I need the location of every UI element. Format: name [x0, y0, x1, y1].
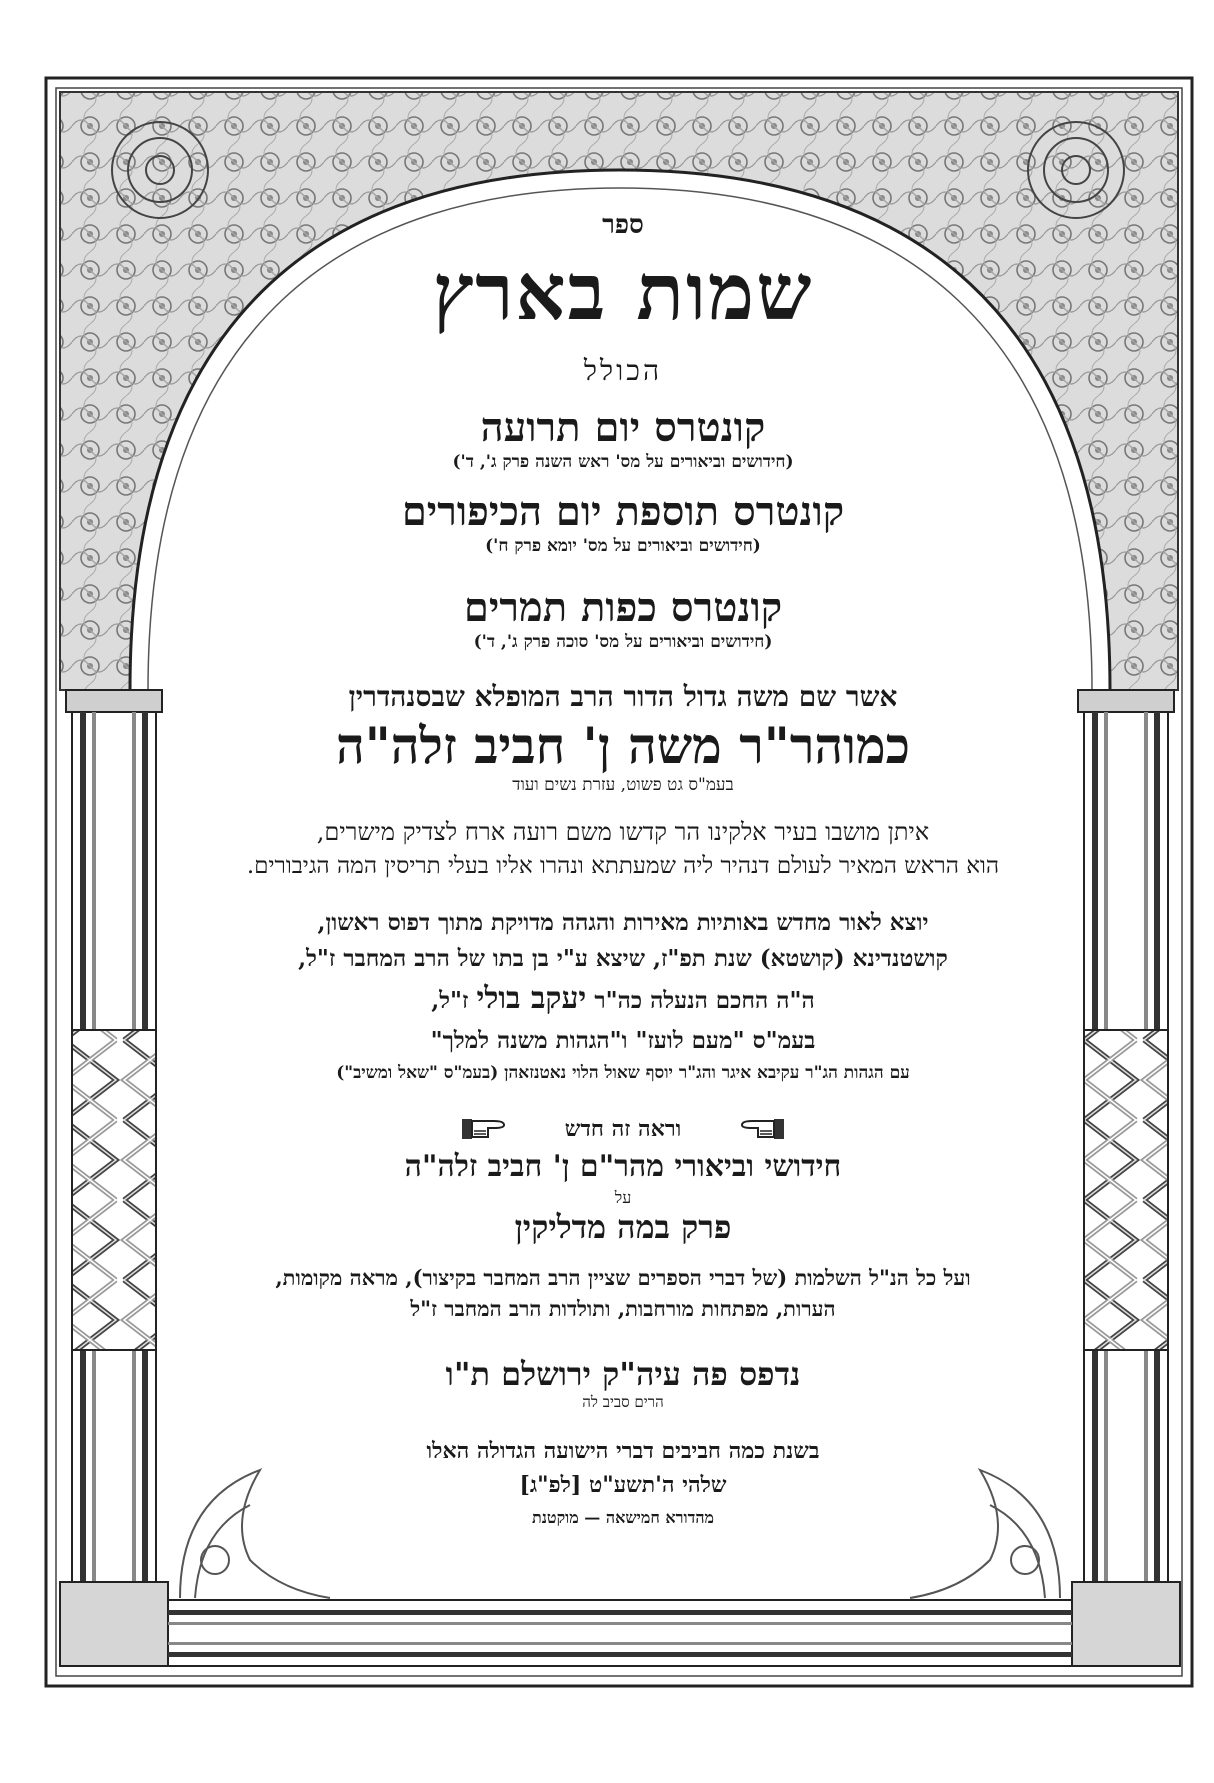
- year-date: שלהי ה'תשע"ט [לפ"ג]: [519, 1471, 727, 1498]
- praise-line-1: איתן מושבו בעיר אלקינו הר קדשו משם רועה ארח לצדיק מישרים,: [316, 818, 930, 846]
- edition-line-3-prefix: ה"ה החכם הנעלה כה"ר: [594, 987, 815, 1015]
- edition-paragraph: [210, 905, 1036, 1058]
- title-page-text: [210, 200, 1036, 1528]
- kuntres-3-desc: (חידושים וביאורים על מס' סוכה פרק ג', ד'): [473, 632, 773, 652]
- pointing-hand-right-icon: [738, 1115, 786, 1143]
- edition-note: מהדורא חמישאה — מוקטנת: [531, 1507, 715, 1527]
- al-label: על: [614, 1187, 632, 1207]
- praise-line-2: הוא הראש המאיר לעולם דנהיר ליה שמעתתא ונהרו אליו בעלי תריסין המה הגיבורים.: [246, 852, 1000, 879]
- notes-line-1: ועל כל הנ"ל השלמות (של דברי הספרים שציין הרב המחבר בקיצור), מראה מקומות,: [275, 1264, 971, 1290]
- edition-line-4: בעמ"ס "מעם לועז" ו"הגהות משנה למלך": [430, 1026, 816, 1054]
- book-title: שמות בארץ: [432, 247, 814, 338]
- edition-line-3-suffix: ז"ל,: [431, 987, 469, 1015]
- author-name: כמוהר"ר משה ן' חביב זלה"ה: [335, 716, 911, 775]
- includes-label: הכולל: [583, 354, 663, 387]
- praise-paragraph: [210, 815, 1036, 883]
- notes-line-2: הערות, מפתחות מורחבות, ותולדות הרב המחבר ז"ל: [410, 1296, 836, 1322]
- edition-line-2: קושטנדינא (קושטא) שנת תפ"ז, שיצא ע"י בן בתו של הרב המחבר ז"ל,: [298, 944, 948, 972]
- kuntres-1-title: קונטרס יום תרועה: [480, 404, 766, 451]
- new-addition-row: [210, 1111, 1036, 1147]
- sefer-label: ספר: [602, 210, 644, 240]
- author-works: בעמ"ס גט פשוט, עזרת נשים ועוד: [512, 775, 734, 795]
- kuntres-3-title: קונטרס כפות תמרים: [463, 584, 783, 631]
- chidushei-title: חידושי וביאורי מהר"ם ן' חביב זלה"ה: [404, 1148, 842, 1184]
- new-addition-label: וראה זה חדש: [564, 1115, 682, 1142]
- printed-in: נדפס פה עיה"ק ירושלם ת"ו: [445, 1354, 801, 1393]
- perek-title: פרק במה מדליקין: [514, 1207, 732, 1246]
- edition-line-1: יוצא לאור מחדש באותיות מאירות והגהה מדויקת מתוך דפוס ראשון,: [317, 909, 929, 937]
- year-phrase: בשנת כמה חביבים דברי הישועה הגדולה האלו: [426, 1437, 820, 1464]
- edition-line-5: עם הגהות הג"ר עקיבא איגר והג"ר יוסף שאול הלוי נאטנזאהן (בעמ"ס "שאל ומשיב"): [336, 1062, 910, 1083]
- harim-verse: הרים סביב לה: [582, 1392, 664, 1411]
- author-intro: אשר שם משה גדול הדור הרב המופלא שבסנהדרין: [348, 680, 898, 713]
- pointing-hand-left-icon: [460, 1115, 508, 1143]
- notes-paragraph: [210, 1262, 1036, 1325]
- edition-line-3: [210, 976, 1036, 1023]
- kuntres-2-desc: (חידושים וביאורים על מס' יומא פרק ח'): [485, 536, 761, 556]
- kuntres-2-title: קונטרס תוספת יום הכיפורים: [401, 488, 845, 535]
- grandson-name: יעקב בולי: [476, 981, 587, 1017]
- kuntres-1-desc: (חידושים וביאורים על מס' ראש השנה פרק ג', ד'): [452, 452, 794, 472]
